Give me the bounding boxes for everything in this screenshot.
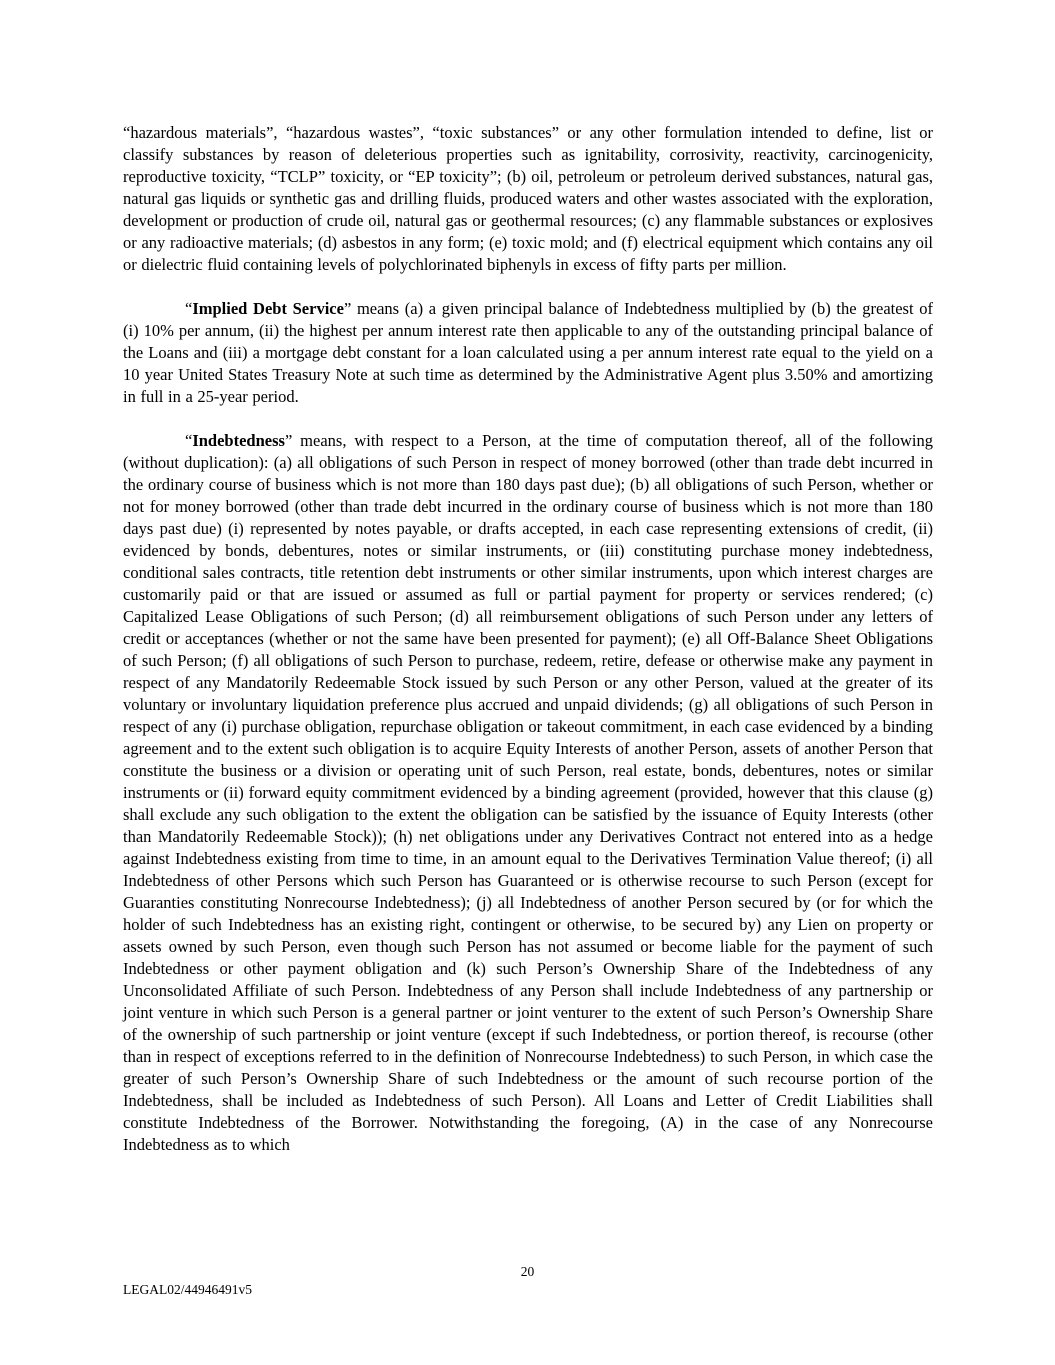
text-run: ” means, with respect to a Person, at the time of computation thereof, all of the following (without duplication): (a) all obligations of such Person in respect of money borrowed (other than trade debt incurred in the ordinary course of business which is not more than 180 days past due); (b) all obligations of such Person, whether or not for money borrowed (other than trade debt incurred in the ordinary course of business which is not more than 180 days past due) (i) represented by notes payable, or drafts accepted, in each case representing extensions of credit, (ii) evidenced by bonds, debentures, notes or similar instruments, or (iii) constituting purchase money indebtedness, conditional sales contracts, title retention debt instruments or other similar instruments, upon which interest charges are customarily paid or that are issued or assumed as full or partial payment for property or services rendered; (c) Capitalized Lease Obligations of such Person; (d) all reimbursement obligations of such Person under any letters of credit or acceptances (whether or not the same have been presented for payment); (e) all Off-Balance Sheet Obligations of such Person; (f) all obligations of such Person to purchase, redeem, retire, defease or otherwise make any payment in respect of any Mandatorily Redeemable Stock issued by such Person or any other Person, valued at the greater of its voluntary or involuntary liquidation preference plus accrued and unpaid dividends; (g) all obligations of such Person in respect of any (i) purchase obligation, repurchase obligation or takeout commitment, in each case evidenced by a binding agreement and to the extent such obligation is to acquire Equity Interests of another Person, assets of another Person that constitute the business or a division or operating unit of such Person, real estate, bonds, debentures, notes or similar instruments or (ii) forward equity commitment evidenced by a binding agreement (provided, however that this clause (g) shall exclude any such obligation to the extent the obligation can be satisfied by the issuance of Equity Interests (other than Mandatorily Redeemable Stock)); (h) net obligations under any Derivatives Contract not entered into as a hedge against Indebtedness existing from time to time, in an amount equal to the Derivatives Termination Value thereof; (i) all Indebtedness of other Persons which such Person has Guaranteed or is otherwise recourse to such Person (except for Guaranties constituting Nonrecourse Indebtedness); (j) all Indebtedness of another Person secured by (or for which the holder of such Indebtedness has an existing right, contingent or otherwise, to be secured by) any Lien on property or assets owned by such Person, even though such Person has not assumed or become liable for the payment of such Indebtedness or other payment obligation and (k) such Person’s Ownership Share of the Indebtedness of any Unconsolidated Affiliate of such Person. Indebtedness of any Person shall include Indebtedness of any partnership or joint venture in which such Person is a general partner or joint venturer to the extent of such Person’s Ownership Share of the ownership of such partnership or joint venture (except if such Indebtedness, or portion thereof, is recourse (other than in respect of exceptions referred to in the definition of Nonrecourse Indebtedness) to such Person, in which case the greater of such Person’s Ownership Share of such Indebtedness or the amount of such recourse portion of the Indebtedness, shall be included as Indebtedness of such Person). All Loans and Letter of Credit Liabilities shall constitute Indebtedness of the Borrower. Notwithstanding the foregoing, (A) in the case of any Nonrecourse Indebtedness as to which <box>123 431 933 1154</box>
page-number: 20 <box>520 1264 535 1279</box>
document-body <box>123 122 933 1178</box>
paragraph-3 <box>123 430 933 1156</box>
paragraph-2 <box>123 298 933 408</box>
paragraph-1 <box>123 122 933 276</box>
text-run: ” means (a) a given principal balance of Indebtedness multiplied by (b) the greatest of (i) 10% per annum, (ii) the highest per annum interest rate then applicable to any of the outstanding principal balance of the Loans and (iii) a mortgage debt constant for a loan calculated using a per annum interest rate equal to the yield on a 10 year United States Treasury Note at such time as determined by the Administrative Agent plus 3.50% and amortizing in full in a 25-year period. <box>123 299 933 406</box>
defined-term: Implied Debt Service <box>192 299 344 318</box>
defined-term: Indebtedness <box>192 431 285 450</box>
text-run: “ <box>185 299 193 318</box>
text-run: “ <box>185 431 193 450</box>
text-run: “hazardous materials”, “hazardous wastes”, “toxic substances” or any other formulation intended to define, list or classify substances by reason of deleterious properties such as ignitability, corrosivity, reactivity, carcinogenicity, reproductive toxicity, “TCLP” toxicity, or “EP toxicity”; (b) oil, petroleum or petroleum derived substances, natural gas, natural gas liquids or synthetic gas and drilling fluids, produced waters and other wastes associated with the exploration, development or production of crude oil, natural gas or geothermal resources; (c) any flammable substances or explosives or any radioactive materials; (d) asbestos in any form; (e) toxic mold; and (f) electrical equipment which contains any oil or dielectric fluid containing levels of polychlorinated biphenyls in excess of fifty parts per million. <box>123 123 933 274</box>
document-id-footer: LEGAL02/44946491v5 <box>123 1282 252 1297</box>
